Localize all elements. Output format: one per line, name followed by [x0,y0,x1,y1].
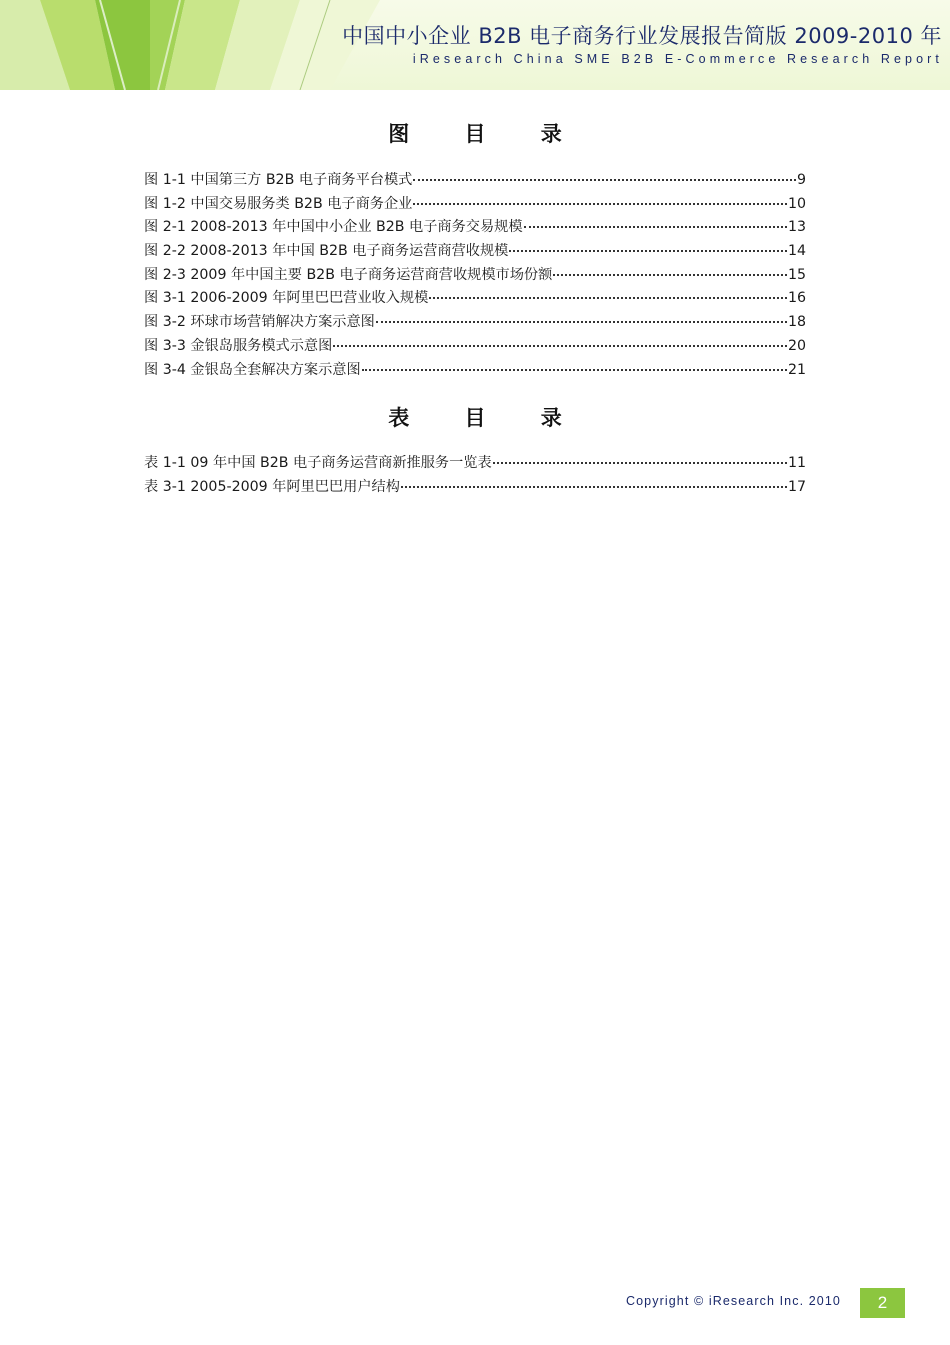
figures-heading: 图 目 录 [388,122,586,146]
header-title: 中国中小企业 B2B 电子商务行业发展报告简版 2009-2010 年 [342,24,942,48]
toc-label: 图 2-2 2008-2013 年中国 B2B 电子商务运营商营收规模 [144,243,509,260]
page-header [0,0,950,90]
toc-leader [413,203,787,205]
toc-item[interactable] [144,311,806,335]
toc-item[interactable] [144,193,806,217]
toc-leader [553,274,787,276]
toc-item[interactable] [144,335,806,359]
toc-page-number: 15 [787,266,806,283]
toc-leader [493,462,787,464]
toc-label: 图 3-4 金银岛全套解决方案示意图 [144,361,361,378]
toc-item[interactable] [144,169,806,193]
toc-page-number: 10 [787,195,806,212]
toc-page-number: 16 [787,290,806,307]
tables-list [144,452,806,499]
toc-page-number: 13 [787,219,806,236]
tables-heading: 表 目 录 [388,406,586,430]
toc-leader [509,250,787,252]
toc-page-number: 11 [787,455,806,471]
toc-leader [413,179,796,181]
toc-leader [401,486,787,488]
toc-item[interactable] [144,452,806,476]
toc-label: 图 3-2 环球市场营销解决方案示意图 [144,314,375,331]
toc-label: 图 2-1 2008-2013 年中国中小企业 B2B 电子商务交易规模 [144,219,523,236]
toc-item[interactable] [144,476,806,500]
toc-label: 图 3-3 金银岛服务模式示意图 [144,337,333,354]
toc-label: 图 1-1 中国第三方 B2B 电子商务平台模式 [144,172,413,188]
toc-leader [376,321,787,323]
toc-leader [524,226,787,228]
toc-page-number: 21 [787,361,806,378]
toc-item[interactable] [144,359,806,383]
toc-page-number: 14 [787,243,806,260]
toc-item[interactable] [144,240,806,264]
toc-page-number: 9 [796,172,806,188]
toc-item[interactable] [144,264,806,288]
toc-label: 图 1-2 中国交易服务类 B2B 电子商务企业 [144,195,413,212]
toc-leader [333,345,787,347]
toc-leader [362,369,787,371]
toc-page-number: 18 [787,314,806,331]
page-number-badge: 2 [860,1288,905,1318]
toc-page-number: 20 [787,337,806,354]
toc-label: 表 1-1 09 年中国 B2B 电子商务运营商新推服务一览表 [144,455,492,471]
footer-copyright: Copyright © iResearch Inc. 2010 [626,1294,841,1308]
toc-item[interactable] [144,287,806,311]
toc-item[interactable] [144,216,806,240]
toc-label: 表 3-1 2005-2009 年阿里巴巴用户结构 [144,478,400,495]
header-subtitle: iResearch China SME B2B E-Commerce Research Report [412,52,943,66]
toc-label: 图 3-1 2006-2009 年阿里巴巴营业收入规模 [144,290,429,307]
toc-leader [429,297,787,299]
figures-list [144,169,806,382]
toc-page-number: 17 [787,478,806,495]
toc-label: 图 2-3 2009 年中国主要 B2B 电子商务运营商营收规模市场份额 [144,266,553,283]
